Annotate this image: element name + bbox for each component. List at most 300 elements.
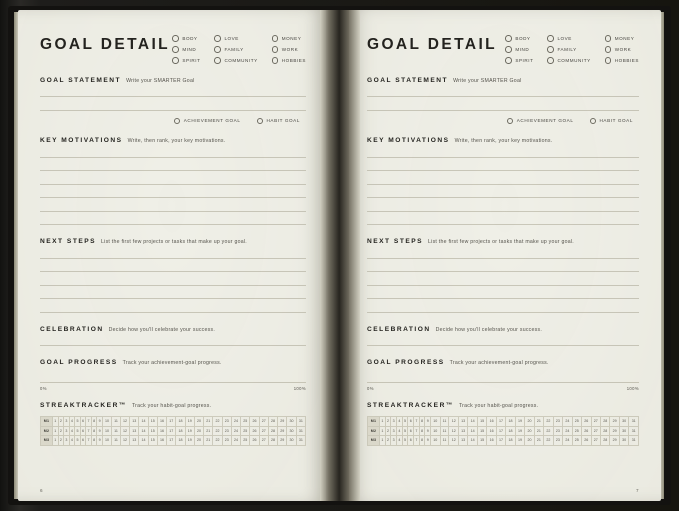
page-number: 7 — [636, 488, 639, 493]
write-line[interactable] — [40, 285, 306, 286]
tracker-day-cell[interactable]: 23 — [222, 426, 231, 436]
tracker-day-cell[interactable]: 18 — [506, 436, 515, 446]
goal-type-habit[interactable] — [590, 118, 634, 125]
tracker-day-cell[interactable]: 8 — [91, 417, 97, 427]
radio-icon[interactable] — [214, 57, 221, 64]
goal-type-options — [367, 118, 633, 125]
tracker-day-cell[interactable]: 18 — [176, 436, 185, 446]
radio-icon[interactable] — [272, 35, 279, 42]
radio-icon[interactable] — [507, 118, 514, 125]
tracker-day-cell[interactable]: 7 — [86, 417, 92, 427]
tracker-day-cell[interactable]: 26 — [250, 426, 259, 436]
tracker-day-cell[interactable]: 8 — [419, 426, 425, 436]
category-label: LOVE — [224, 35, 239, 41]
tracker-day-cell[interactable]: 18 — [176, 426, 185, 436]
radio-icon[interactable] — [214, 35, 221, 42]
tracker-day-cell[interactable]: 15 — [148, 417, 157, 427]
tracker-day-cell[interactable]: 31 — [629, 426, 639, 436]
tracker-day-cell[interactable]: 4 — [397, 417, 403, 427]
tracker-day-cell[interactable]: 15 — [477, 426, 486, 436]
tracker-day-cell[interactable]: 8 — [419, 436, 425, 446]
tracker-day-cell[interactable]: 12 — [449, 426, 458, 436]
tracker-day-cell[interactable]: 29 — [610, 426, 619, 436]
tracker-day-cell[interactable]: 18 — [506, 426, 515, 436]
tracker-day-cell[interactable]: 11 — [440, 417, 449, 427]
tracker-day-cell[interactable]: 30 — [619, 417, 628, 427]
page-title: GOAL DETAIL — [40, 36, 171, 53]
tracker-day-cell[interactable]: 18 — [506, 417, 515, 427]
section-subtitle: List the first few projects or tasks that make up your goal. — [428, 239, 574, 245]
tracker-day-cell[interactable]: 7 — [86, 436, 92, 446]
write-line[interactable] — [40, 96, 306, 97]
tracker-day-cell[interactable]: 5 — [402, 426, 408, 436]
tracker-day-cell[interactable]: 23 — [222, 417, 231, 427]
tracker-day-cell[interactable]: 28 — [268, 417, 277, 427]
tracker-day-cell[interactable]: 25 — [241, 426, 250, 436]
tracker-day-cell[interactable]: 22 — [544, 436, 553, 446]
tracker-day-cell[interactable]: 21 — [534, 417, 543, 427]
tracker-day-cell[interactable]: 27 — [259, 436, 268, 446]
radio-icon[interactable] — [174, 118, 181, 125]
write-line[interactable] — [367, 197, 639, 198]
tracker-day-cell[interactable]: 4 — [397, 426, 403, 436]
tracker-day-cell[interactable]: 15 — [477, 417, 486, 427]
tracker-row-label: M3 — [41, 436, 53, 446]
tracker-day-cell[interactable]: 31 — [296, 426, 305, 436]
goal-progress-section — [367, 359, 639, 391]
tracker-day-cell[interactable]: 1 — [380, 417, 386, 427]
category-option-community[interactable] — [214, 57, 257, 64]
category-option-body[interactable] — [505, 35, 533, 42]
category-label: MONEY — [281, 35, 302, 41]
tracker-day-cell[interactable]: 4 — [69, 426, 75, 436]
category-label: HOBBIES — [281, 57, 306, 63]
tracker-day-cell[interactable]: 11 — [112, 426, 121, 436]
tracker-day-cell[interactable]: 31 — [296, 436, 305, 446]
tracker-day-cell[interactable]: 29 — [610, 436, 619, 446]
category-option-love[interactable] — [547, 35, 590, 42]
tracker-day-cell[interactable]: 6 — [80, 417, 86, 427]
radio-icon[interactable] — [605, 35, 612, 42]
next-steps-section — [40, 238, 306, 313]
tracker-day-cell[interactable]: 4 — [397, 436, 403, 446]
category-option-spirit[interactable] — [172, 57, 200, 64]
celebration-section — [367, 326, 639, 347]
tracker-day-cell[interactable]: 3 — [391, 426, 397, 436]
write-line[interactable] — [367, 345, 639, 346]
tracker-day-cell[interactable]: 14 — [468, 417, 477, 427]
write-line[interactable] — [367, 258, 639, 259]
tracker-day-cell[interactable]: 4 — [69, 436, 75, 446]
category-option-hobbies[interactable] — [605, 57, 639, 64]
write-line[interactable] — [367, 184, 639, 185]
tracker-day-cell[interactable]: 28 — [268, 436, 277, 446]
tracker-day-cell[interactable]: 5 — [75, 417, 81, 427]
tracker-day-cell[interactable]: 23 — [553, 417, 562, 427]
streaktracker-section — [40, 402, 306, 446]
tracker-day-cell[interactable]: 4 — [69, 417, 75, 427]
tracker-day-cell[interactable]: 23 — [553, 426, 562, 436]
tracker-day-cell[interactable]: 16 — [487, 426, 496, 436]
category-option-love[interactable] — [214, 35, 257, 42]
radio-icon[interactable] — [547, 35, 554, 42]
tracker-day-cell[interactable]: 1 — [53, 417, 59, 427]
category-option-work[interactable] — [605, 46, 639, 53]
tracker-day-cell[interactable]: 25 — [572, 417, 581, 427]
tracker-row — [368, 426, 639, 436]
goal-type-label: HABIT GOAL — [599, 118, 633, 124]
tracker-day-cell[interactable]: 3 — [64, 426, 70, 436]
tracker-day-cell[interactable]: 22 — [544, 417, 553, 427]
write-line[interactable] — [40, 197, 306, 198]
tracker-day-cell[interactable]: 13 — [130, 417, 139, 427]
category-label: SPIRIT — [515, 57, 534, 63]
tracker-day-cell[interactable]: 1 — [53, 436, 59, 446]
tracker-day-cell[interactable]: 18 — [176, 417, 185, 427]
tracker-day-cell[interactable]: 24 — [563, 436, 572, 446]
radio-icon[interactable] — [172, 57, 179, 64]
tracker-day-cell[interactable]: 26 — [582, 417, 591, 427]
tracker-day-cell[interactable]: 16 — [157, 417, 166, 427]
tracker-day-cell[interactable]: 25 — [241, 436, 250, 446]
write-line[interactable] — [367, 224, 639, 225]
goal-type-label: ACHIEVEMENT GOAL — [183, 118, 241, 124]
tracker-day-cell[interactable]: 31 — [296, 417, 305, 427]
tracker-day-cell[interactable]: 3 — [64, 417, 70, 427]
tracker-day-cell[interactable]: 17 — [167, 417, 176, 427]
tracker-row — [368, 436, 639, 446]
tracker-day-cell[interactable]: 2 — [58, 436, 64, 446]
tracker-day-cell[interactable]: 30 — [287, 426, 296, 436]
progress-end-label: 100% — [626, 386, 639, 391]
tracker-day-cell[interactable]: 2 — [385, 436, 391, 446]
tracker-day-cell[interactable]: 6 — [80, 436, 86, 446]
tracker-day-cell[interactable]: 27 — [259, 417, 268, 427]
tracker-day-cell[interactable]: 5 — [402, 436, 408, 446]
goal-type-achievement[interactable] — [507, 118, 574, 125]
tracker-day-cell[interactable]: 2 — [385, 426, 391, 436]
write-line[interactable] — [367, 170, 639, 171]
write-line[interactable] — [40, 157, 306, 158]
goal-type-habit[interactable] — [257, 118, 301, 125]
tracker-day-cell[interactable]: 7 — [414, 417, 420, 427]
tracker-day-cell[interactable]: 19 — [515, 436, 524, 446]
tracker-day-cell[interactable]: 24 — [231, 426, 240, 436]
tracker-day-cell[interactable]: 26 — [250, 417, 259, 427]
tracker-day-cell[interactable]: 25 — [241, 417, 250, 427]
goal-progress-scale — [40, 386, 306, 391]
next-steps-section — [367, 238, 639, 313]
category-option-money[interactable] — [605, 35, 639, 42]
tracker-day-cell[interactable]: 12 — [120, 417, 129, 427]
category-option-work[interactable] — [272, 46, 306, 53]
goal-progress-bar[interactable] — [40, 382, 306, 383]
goal-statement-lines[interactable] — [367, 96, 639, 111]
tracker-day-cell[interactable]: 6 — [408, 426, 414, 436]
radio-icon[interactable] — [172, 46, 179, 53]
tracker-day-cell[interactable]: 10 — [431, 426, 440, 436]
goal-type-label: HABIT GOAL — [266, 118, 300, 124]
write-line[interactable] — [367, 312, 639, 313]
tracker-day-cell[interactable]: 15 — [148, 426, 157, 436]
tracker-day-cell[interactable]: 13 — [130, 436, 139, 446]
right-page — [349, 10, 661, 501]
tracker-day-cell[interactable]: 30 — [619, 426, 628, 436]
radio-icon[interactable] — [257, 118, 264, 125]
tracker-day-cell[interactable]: 16 — [487, 417, 496, 427]
tracker-day-cell[interactable]: 6 — [80, 426, 86, 436]
streak-tracker-grid[interactable] — [40, 416, 306, 446]
tracker-day-cell[interactable]: 19 — [185, 417, 194, 427]
write-line[interactable] — [40, 211, 306, 212]
tracker-day-cell[interactable]: 16 — [157, 426, 166, 436]
tracker-day-cell[interactable]: 13 — [458, 417, 467, 427]
next-steps-lines[interactable] — [40, 258, 306, 313]
tracker-day-cell[interactable]: 29 — [278, 436, 287, 446]
write-line[interactable] — [367, 110, 639, 111]
tracker-day-cell[interactable]: 13 — [458, 426, 467, 436]
goal-statement-lines[interactable] — [40, 96, 306, 111]
write-line[interactable] — [367, 211, 639, 212]
write-line[interactable] — [40, 298, 306, 299]
category-option-body[interactable] — [172, 35, 200, 42]
tracker-day-cell[interactable]: 8 — [91, 436, 97, 446]
tracker-day-cell[interactable]: 16 — [487, 436, 496, 446]
tracker-day-cell[interactable]: 21 — [534, 436, 543, 446]
tracker-day-cell[interactable]: 2 — [58, 417, 64, 427]
tracker-day-cell[interactable]: 3 — [391, 417, 397, 427]
goal-type-achievement[interactable] — [174, 118, 241, 125]
tracker-day-cell[interactable]: 27 — [591, 417, 600, 427]
tracker-day-cell[interactable]: 24 — [563, 426, 572, 436]
radio-icon[interactable] — [505, 46, 512, 53]
tracker-day-cell[interactable]: 20 — [525, 426, 534, 436]
tracker-day-cell[interactable]: 25 — [572, 436, 581, 446]
tracker-day-cell[interactable]: 11 — [440, 436, 449, 446]
category-option-money[interactable] — [272, 35, 306, 42]
tracker-day-cell[interactable]: 20 — [194, 417, 203, 427]
radio-icon[interactable] — [590, 118, 597, 125]
tracker-day-cell[interactable]: 29 — [278, 426, 287, 436]
write-line[interactable] — [367, 271, 639, 272]
tracker-day-cell[interactable]: 14 — [468, 426, 477, 436]
tracker-day-cell[interactable]: 22 — [213, 426, 222, 436]
write-line[interactable] — [40, 271, 306, 272]
write-line[interactable] — [367, 298, 639, 299]
tracker-day-cell[interactable]: 10 — [102, 436, 111, 446]
tracker-day-cell[interactable]: 7 — [414, 426, 420, 436]
tracker-day-cell[interactable]: 17 — [167, 436, 176, 446]
tracker-day-cell[interactable]: 15 — [477, 436, 486, 446]
category-label: HOBBIES — [614, 57, 639, 63]
category-option-family[interactable] — [214, 46, 257, 53]
tracker-day-cell[interactable]: 21 — [204, 436, 213, 446]
tracker-day-cell[interactable]: 17 — [167, 426, 176, 436]
tracker-day-cell[interactable]: 6 — [408, 417, 414, 427]
tracker-day-cell[interactable]: 9 — [425, 426, 431, 436]
section-subtitle: Track your achievement-goal progress. — [449, 360, 549, 366]
tracker-day-cell[interactable]: 20 — [194, 436, 203, 446]
category-label: LOVE — [557, 35, 572, 41]
section-title: KEY MOTIVATIONS — [40, 137, 123, 144]
tracker-day-cell[interactable]: 19 — [515, 426, 524, 436]
tracker-day-cell[interactable]: 9 — [97, 426, 103, 436]
tracker-day-cell[interactable]: 6 — [408, 436, 414, 446]
tracker-day-cell[interactable]: 31 — [629, 436, 639, 446]
tracker-day-cell[interactable]: 12 — [120, 436, 129, 446]
streak-tracker-grid[interactable] — [367, 416, 639, 446]
tracker-day-cell[interactable]: 29 — [610, 417, 619, 427]
tracker-day-cell[interactable]: 5 — [75, 436, 81, 446]
key-motivations-lines[interactable] — [40, 157, 306, 226]
tracker-day-cell[interactable]: 7 — [414, 436, 420, 446]
tracker-day-cell[interactable]: 23 — [222, 436, 231, 446]
write-line[interactable] — [40, 170, 306, 171]
tracker-day-cell[interactable]: 30 — [287, 436, 296, 446]
tracker-day-cell[interactable]: 1 — [53, 426, 59, 436]
tracker-day-cell[interactable]: 9 — [425, 417, 431, 427]
tracker-day-cell[interactable]: 22 — [213, 417, 222, 427]
tracker-day-cell[interactable]: 20 — [525, 417, 534, 427]
category-option-spirit[interactable] — [505, 57, 533, 64]
tracker-day-cell[interactable]: 26 — [582, 426, 591, 436]
tracker-day-cell[interactable]: 13 — [458, 436, 467, 446]
tracker-day-cell[interactable]: 2 — [385, 417, 391, 427]
tracker-day-cell[interactable]: 14 — [139, 426, 148, 436]
tracker-day-cell[interactable]: 25 — [572, 426, 581, 436]
tracker-row-label: M3 — [368, 436, 380, 446]
tracker-day-cell[interactable]: 13 — [130, 426, 139, 436]
write-line[interactable] — [40, 312, 306, 313]
radio-icon[interactable] — [605, 57, 612, 64]
tracker-day-cell[interactable]: 19 — [185, 426, 194, 436]
radio-icon[interactable] — [547, 57, 554, 64]
tracker-day-cell[interactable]: 8 — [419, 417, 425, 427]
tracker-day-cell[interactable]: 5 — [402, 417, 408, 427]
category-option-family[interactable] — [547, 46, 590, 53]
tracker-day-cell[interactable]: 9 — [97, 417, 103, 427]
section-title: KEY MOTIVATIONS — [367, 137, 450, 144]
write-line[interactable] — [367, 157, 639, 158]
tracker-day-cell[interactable]: 1 — [380, 426, 386, 436]
tracker-day-cell[interactable]: 24 — [231, 417, 240, 427]
tracker-day-cell[interactable]: 23 — [553, 436, 562, 446]
goal-progress-bar[interactable] — [367, 382, 639, 383]
tracker-day-cell[interactable]: 22 — [544, 426, 553, 436]
category-option-mind[interactable] — [505, 46, 533, 53]
tracker-day-cell[interactable]: 21 — [204, 417, 213, 427]
tracker-day-cell[interactable]: 8 — [91, 426, 97, 436]
tracker-day-cell[interactable]: 28 — [600, 436, 609, 446]
tracker-day-cell[interactable]: 28 — [600, 417, 609, 427]
tracker-day-cell[interactable]: 19 — [185, 436, 194, 446]
tracker-day-cell[interactable]: 7 — [86, 426, 92, 436]
tracker-day-cell[interactable]: 30 — [619, 436, 628, 446]
tracker-day-cell[interactable]: 3 — [391, 436, 397, 446]
tracker-day-cell[interactable]: 10 — [431, 436, 440, 446]
tracker-day-cell[interactable]: 2 — [58, 426, 64, 436]
write-line[interactable] — [40, 224, 306, 225]
tracker-day-cell[interactable]: 10 — [102, 417, 111, 427]
radio-icon[interactable] — [605, 46, 612, 53]
tracker-day-cell[interactable]: 11 — [112, 417, 121, 427]
tracker-day-cell[interactable]: 12 — [120, 426, 129, 436]
tracker-day-cell[interactable]: 22 — [213, 436, 222, 446]
tracker-day-cell[interactable]: 3 — [64, 436, 70, 446]
tracker-day-cell[interactable]: 27 — [591, 436, 600, 446]
tracker-day-cell[interactable]: 9 — [97, 436, 103, 446]
next-steps-lines[interactable] — [367, 258, 639, 313]
tracker-day-cell[interactable]: 27 — [591, 426, 600, 436]
tracker-day-cell[interactable]: 20 — [194, 426, 203, 436]
tracker-day-cell[interactable]: 12 — [449, 417, 458, 427]
tracker-day-cell[interactable]: 29 — [278, 417, 287, 427]
tracker-day-cell[interactable]: 16 — [157, 436, 166, 446]
write-line[interactable] — [40, 110, 306, 111]
celebration-lines[interactable] — [367, 345, 639, 346]
radio-icon[interactable] — [505, 35, 512, 42]
tracker-day-cell[interactable]: 21 — [534, 426, 543, 436]
tracker-day-cell[interactable]: 10 — [431, 417, 440, 427]
tracker-day-cell[interactable]: 14 — [139, 436, 148, 446]
radio-icon[interactable] — [547, 46, 554, 53]
tracker-day-cell[interactable]: 26 — [250, 436, 259, 446]
tracker-day-cell[interactable]: 17 — [496, 417, 505, 427]
radio-icon[interactable] — [214, 46, 221, 53]
tracker-day-cell[interactable]: 17 — [496, 426, 505, 436]
tracker-day-cell[interactable]: 20 — [525, 436, 534, 446]
tracker-day-cell[interactable]: 21 — [204, 426, 213, 436]
tracker-day-cell[interactable]: 9 — [425, 436, 431, 446]
tracker-day-cell[interactable]: 27 — [259, 426, 268, 436]
tracker-day-cell[interactable]: 14 — [139, 417, 148, 427]
tracker-day-cell[interactable]: 30 — [287, 417, 296, 427]
radio-icon[interactable] — [272, 46, 279, 53]
section-title: STREAKTRACKER™ — [40, 402, 127, 409]
tracker-day-cell[interactable]: 15 — [148, 436, 157, 446]
tracker-day-cell[interactable]: 11 — [112, 436, 121, 446]
celebration-lines[interactable] — [40, 345, 306, 346]
tracker-day-cell[interactable]: 12 — [449, 436, 458, 446]
tracker-day-cell[interactable]: 17 — [496, 436, 505, 446]
write-line[interactable] — [367, 285, 639, 286]
tracker-day-cell[interactable]: 24 — [563, 417, 572, 427]
tracker-day-cell[interactable]: 28 — [268, 426, 277, 436]
tracker-day-cell[interactable]: 10 — [102, 426, 111, 436]
write-line[interactable] — [40, 258, 306, 259]
tracker-day-cell[interactable]: 19 — [515, 417, 524, 427]
radio-icon[interactable] — [172, 35, 179, 42]
page-number: 6 — [40, 488, 43, 493]
tracker-day-cell[interactable]: 14 — [468, 436, 477, 446]
tracker-day-cell[interactable]: 5 — [75, 426, 81, 436]
category-option-community[interactable] — [547, 57, 590, 64]
write-line[interactable] — [367, 96, 639, 97]
category-option-hobbies[interactable] — [272, 57, 306, 64]
category-option-mind[interactable] — [172, 46, 200, 53]
tracker-day-cell[interactable]: 31 — [629, 417, 639, 427]
tracker-day-cell[interactable]: 1 — [380, 436, 386, 446]
key-motivations-lines[interactable] — [367, 157, 639, 226]
tracker-day-cell[interactable]: 28 — [600, 426, 609, 436]
write-line[interactable] — [40, 184, 306, 185]
tracker-day-cell[interactable]: 26 — [582, 436, 591, 446]
tracker-day-cell[interactable]: 11 — [440, 426, 449, 436]
radio-icon[interactable] — [272, 57, 279, 64]
tracker-day-cell[interactable]: 24 — [231, 436, 240, 446]
write-line[interactable] — [40, 345, 306, 346]
radio-icon[interactable] — [505, 57, 512, 64]
